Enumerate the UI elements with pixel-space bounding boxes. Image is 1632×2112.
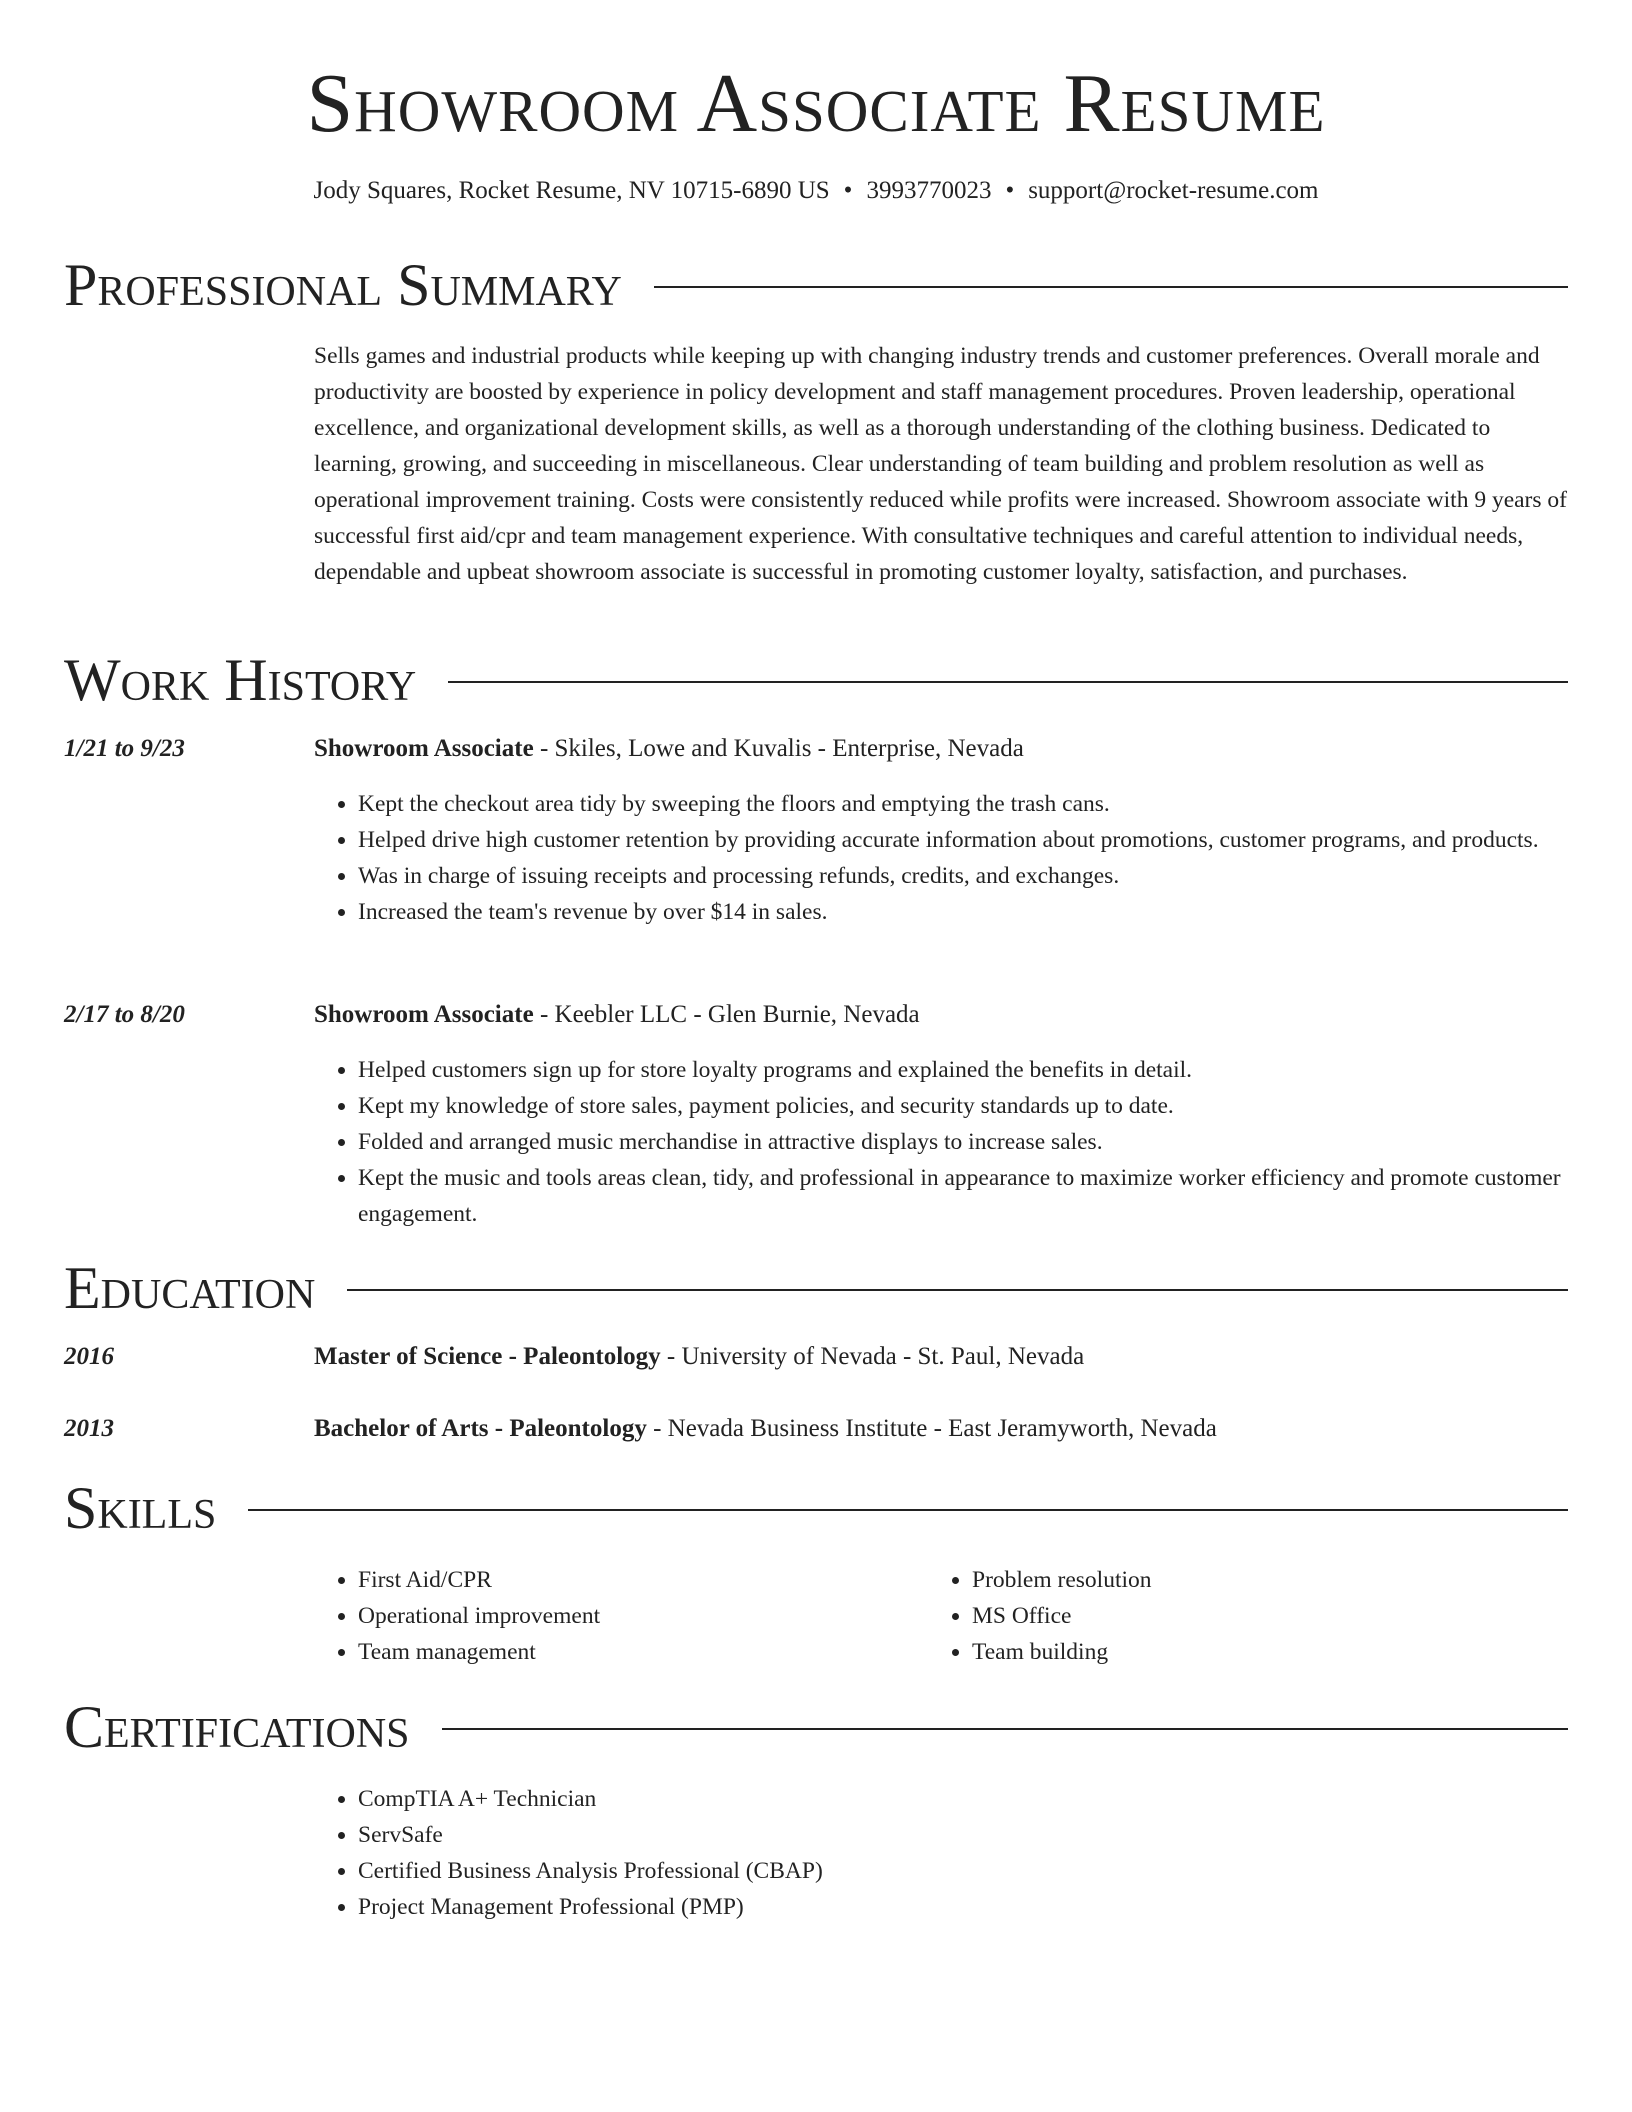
skill-item: • Team building [972,1634,1572,1670]
contact-line [0,174,1632,208]
skills-section-heading [64,1473,1568,1543]
job-title: Showroom Associate [314,735,534,762]
job-title-line [314,998,1568,1032]
section-rule [248,1509,1568,1511]
job-details: - Skiles, Lowe and Kuvalis - Enterprise, Nevada [533,735,1024,762]
job-title: Showroom Associate [314,1001,534,1028]
contact-phone: 3993770023 [866,177,992,204]
work-section-heading [64,645,1568,715]
resume-title: Showroom Associate Resume [306,57,1326,150]
skill-item: • Problem resolution [972,1562,1572,1598]
skill-item: • MS Office [972,1598,1572,1634]
job-bullet: • Kept my knowledge of store sales, payment policies, and security standards up to date. [358,1088,1612,1124]
education-line [314,1340,1568,1374]
education-degree: Master of Science - Paleontology [314,1343,661,1370]
work-heading-text: Work History [64,647,417,713]
certifications-list [314,1781,1612,1925]
certification-item: • Certified Business Analysis Professional (CBAP) [358,1853,1612,1889]
job-bullet: • Kept the checkout area tidy by sweeping the floors and emptying the trash cans. [358,786,1612,822]
job-title-line [314,732,1568,766]
contact-email: support@rocket-resume.com [1028,177,1319,204]
education-line [314,1412,1568,1446]
section-rule [448,681,1568,683]
job-bullet: • Folded and arranged music merchandise in attractive displays to increase sales. [358,1124,1612,1160]
education-details: - University of Nevada - St. Paul, Nevada [660,1343,1085,1370]
job-bullet: • Increased the team's revenue by over $14 in sales. [358,894,1612,930]
section-rule [442,1728,1568,1730]
summary-heading-text: Professional Summary [64,252,622,318]
job-bullets [314,786,1612,930]
contact-address: Jody Squares, Rocket Resume, NV 10715-6890 US [313,177,830,204]
section-rule [347,1289,1568,1291]
job-dates: 2/17 to 8/20 [64,1001,185,1028]
skill-item: • First Aid/CPR [358,1562,958,1598]
skills-heading-text: Skills [64,1475,217,1541]
job-bullet: • Helped drive high customer retention by providing accurate information about promotions, customer programs, and products. [358,822,1612,858]
education-year: 2013 [64,1415,114,1442]
job-details: - Keebler LLC - Glen Burnie, Nevada [533,1001,920,1028]
skill-item: • Team management [358,1634,958,1670]
certification-item: • CompTIA A+ Technician [358,1781,1612,1817]
summary-section-heading [64,250,1568,320]
section-rule [654,286,1568,288]
job-bullet: • Helped customers sign up for store loyalty programs and explained the benefits in detail. [358,1052,1612,1088]
education-details: - Nevada Business Institute - East Jeramyworth, Nevada [646,1415,1217,1442]
education-degree: Bachelor of Arts - Paleontology [314,1415,647,1442]
contact-separator: • [843,177,853,204]
education-year: 2016 [64,1343,114,1370]
certifications-section-heading [64,1692,1568,1762]
certification-item: • Project Management Professional (PMP) [358,1889,1612,1925]
skills-list-right [928,1562,1572,1670]
job-bullet: • Kept the music and tools areas clean, tidy, and professional in appearance to maximize worker efficiency and promote customer engagement. [358,1160,1612,1232]
education-section-heading [64,1253,1568,1323]
summary-text: Sells games and industrial products while keeping up with changing industry trends and customer preferences. Overall morale and productivity are boosted by experience in policy development and staff management procedures. Proven leadership, operational excellence, and organizational development skills, as well as a thorough understanding of the clothing business. Dedicated to learning, growing, and succeeding in miscellaneous. Clear understanding of team building and problem resolution as well as operational improvement training. Costs were consistently reduced while profits were increased. Showroom associate with 9 years of successful first aid/cpr and team management experience. With consultative techniques and careful attention to individual needs, dependable and upbeat showroom associate is successful in promoting customer loyalty, satisfaction, and purchases. [314,343,1567,585]
skills-list-left [314,1562,958,1670]
job-dates: 1/21 to 9/23 [64,735,185,762]
certification-item: • ServSafe [358,1817,1612,1853]
certifications-heading-text: Certifications [64,1694,410,1760]
job-bullet: • Was in charge of issuing receipts and processing refunds, credits, and exchanges. [358,858,1612,894]
job-bullets [314,1052,1612,1232]
education-heading-text: Education [64,1255,316,1321]
skill-item: • Operational improvement [358,1598,958,1634]
contact-separator: • [1005,177,1015,204]
